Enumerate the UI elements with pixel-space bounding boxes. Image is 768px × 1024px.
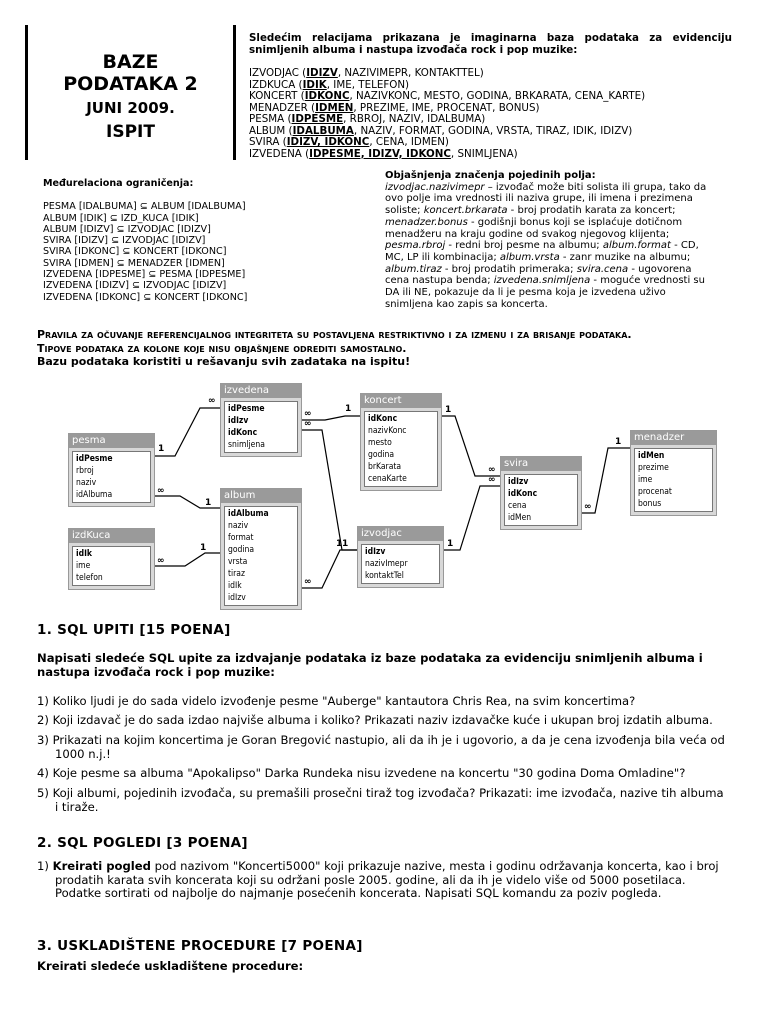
table-field: cena [508, 501, 527, 511]
table-field: ime [76, 561, 91, 571]
constraint-item: IZVEDENA [IDKONC] ⊆ KONCERT [IDKONC] [43, 291, 248, 303]
exam-title-box [25, 25, 236, 160]
cardinality-one: 1 [445, 405, 452, 415]
section-1-intro: Napisati sledeće SQL upite za izdvajanje podataka iz baze podataka za evidenciju snimljenih albuma i nastupa izvođača rock i pop muzike: [37, 651, 703, 679]
table-field: naziv [76, 478, 97, 488]
table-field: idPesme [228, 404, 265, 414]
table-field: idIzv [228, 593, 246, 603]
title-date: JUNI 2009. [86, 99, 175, 117]
view-task-1: 1) Kreirati pogled pod nazivom "Koncerti5000" koji prikazuje nazive, mesta i godinu održavanja koncerta, kao i broj prodatih karata svih koncerata koji su održani posle 2005. godine, ali da ih je videlo više od 5000 posetilaca. Podatke sortirati od najbolje do najmanje posećenih koncerata. Napisati SQL komandu za poziv pogleda. [37, 859, 719, 901]
cardinality-many: ∞ [157, 556, 165, 566]
table-field: format [228, 533, 254, 543]
constraint-item: PESMA [IDALBUMA] ⊆ ALBUM [IDALBUMA] [43, 201, 246, 213]
table-field: idAlbuma [228, 509, 269, 519]
table-fields [364, 411, 438, 487]
table-field: kontaktTel [365, 571, 404, 581]
table-field: nazivKonc [368, 426, 407, 436]
question-2: 2) Koji izdavač je do sada izdao najviše albuma i koliko? Prikazati naziv izdavačke kuće i ukupan broj izdatih albuma. [37, 713, 713, 727]
table-field: rbroj [76, 466, 94, 476]
table-fields [504, 474, 578, 526]
table-field: idMen [638, 451, 665, 461]
meanings-heading: Objašnjenja značenja pojedinih polja: [385, 170, 596, 181]
table-title: album [221, 489, 301, 503]
cardinality-many: ∞ [304, 577, 312, 587]
table-fields [224, 401, 298, 453]
title-exam: ISPIT [106, 122, 155, 142]
table-field: godina [368, 450, 395, 460]
relations-list [249, 68, 732, 160]
relation-izvodjac: IZVODJAC (IDIZV, NAZIVIMEPR, KONTAKTTEL) [249, 67, 484, 79]
table-fields [224, 506, 298, 606]
table-field: idPesme [76, 454, 113, 464]
relation-album: ALBUM (IDALBUMA, NAZIV, FORMAT, GODINA, VRSTA, TIRAZ, IDIK, IDIZV) [249, 124, 633, 137]
table-field: godina [228, 545, 255, 555]
table-field: idKonc [368, 414, 398, 424]
cardinality-one: 1 [200, 543, 207, 553]
question-1: 1) Koliko ljudi je do sada videlo izvođenje pesme "Auberge" kantautora Chris Rea, na svim koncertima? [37, 694, 636, 708]
question-5: 5) Koji albumi, pojedinih izvođača, su premašili prosečni tiraž tog izvođača? Prikazati: ime izvođača, nazive tih albuma i tiraže. [37, 786, 724, 814]
relations-intro [249, 33, 732, 160]
cardinality-one: 1 [336, 539, 343, 549]
table-field: idIk [76, 549, 93, 559]
cardinality-many: ∞ [584, 502, 592, 512]
constraint-item: IZVEDENA [IDPESME] ⊆ PESMA [IDPESME] [43, 269, 246, 281]
relation-menadzer: MENADZER (IDMEN, PREZIME, IME, PROCENAT, BONUS) [249, 101, 540, 114]
table-field: idMen [508, 513, 532, 523]
table-svira [500, 456, 582, 530]
table-pesma [68, 433, 155, 507]
intro-lead: Sledećim relacijama prikazana je imaginarna baza podataka za evidenciju snimljenih albuma i nastupa izvođača rock i pop muzike: [249, 32, 732, 56]
table-fields [72, 451, 151, 503]
constraint-item: SVIRA [IDKONC] ⊆ KONCERT [IDKONC] [43, 246, 227, 258]
constraints-heading: Međurelaciona ograničenja: [43, 178, 194, 189]
table-izvodjac [357, 526, 444, 588]
table-field: prezime [638, 463, 669, 473]
table-title: izvedena [221, 384, 301, 398]
table-field: cenaKarte [368, 474, 407, 484]
relationship-line [300, 430, 357, 550]
table-field: idIzv [365, 547, 386, 557]
cardinality-one: 1 [205, 498, 212, 508]
title-line-1: BAZE [102, 51, 159, 73]
table-field: idKonc [228, 428, 258, 438]
table-fields [361, 544, 440, 584]
table-title: menadzer [631, 431, 716, 445]
cardinality-many: ∞ [208, 396, 216, 406]
meanings-text: izvodjac.nazivimepr – izvođač može biti solista ili grupa, tako da ovo polje ima vrednosti ili naziva grupe, ili imena i prezimena soliste; koncert.brkarata - broj prodatih karata za koncert; menadzer.bonus - godišnji bonus koji se isplaćuje dotičnom menadžeru na kraju godine od svakog njegovog klijenta; pesma.rbroj - redni broj pesme na albumu; album.format - CD, MC, LP ili kombinacija; album.vrsta - zanr muzike na albumu; album.tiraz - broj prodatih primeraka; svira.cena - ugovorena cena nastupa benda; izvedena.snimljena - moguće vrednosti su DA ili NE, pokazuje da li je pesma koja je izvedena uživo snimljena kao zapis sa koncerta. [385, 181, 707, 310]
table-field: naziv [228, 521, 249, 531]
cardinality-many: ∞ [304, 419, 312, 429]
section-2-heading: 2. SQL POGLEDI [3 POENA] [37, 835, 248, 851]
constraint-item: IZVEDENA [IDIZV] ⊆ IZVODJAC [IDIZV] [43, 280, 227, 292]
table-title: svira [501, 457, 581, 471]
constraint-item: SVIRA [IDIZV] ⊆ IZVODJAC [IDIZV] [43, 235, 206, 247]
relation-izvedena: IZVEDENA (IDPESME, IDIZV, IDKONC, SNIMLJENA) [249, 147, 518, 160]
cardinality-one: 1 [158, 444, 165, 454]
table-field: tiraz [228, 569, 245, 579]
section-3-heading: 3. USKLADIŠTENE PROCEDURE [7 POENA] [37, 938, 363, 954]
table-field: idIk [228, 581, 242, 591]
table-fields [72, 546, 151, 586]
cardinality-many: ∞ [488, 465, 496, 475]
table-field: idIzv [228, 416, 249, 426]
table-field: idIzv [508, 477, 529, 487]
cardinality-one: 1 [447, 539, 454, 549]
table-field: brKarata [368, 462, 402, 472]
table-album [220, 488, 302, 610]
table-field: ime [638, 475, 653, 485]
table-field: snimljena [228, 440, 265, 450]
table-koncert [360, 393, 442, 491]
table-menadzer [630, 430, 717, 516]
rule-line-1: Pravila za očuvanje referencijalnog integriteta su postavljena restriktivno i za izmenu i za brisanje podataka. [37, 328, 632, 341]
table-field: bonus [638, 499, 662, 509]
table-fields [634, 448, 713, 512]
relationship-diagram [60, 378, 720, 613]
table-field: procenat [638, 487, 672, 497]
cardinality-many: ∞ [157, 486, 165, 496]
constraints-block [43, 178, 363, 303]
cardinality-many: ∞ [304, 409, 312, 419]
table-field: idKonc [508, 489, 538, 499]
relation-svira: SVIRA (IDIZV, IDKONC, CENA, IDMEN) [249, 136, 449, 148]
table-title: izvodjac [358, 527, 443, 541]
table-field: nazivImepr [365, 559, 408, 569]
table-title: pesma [69, 434, 154, 448]
cardinality-one: 1 [345, 404, 352, 414]
table-field: idAlbuma [76, 490, 113, 500]
table-izdKuca [68, 528, 155, 590]
cardinality-one: 1 [342, 539, 349, 549]
cardinality-many: ∞ [488, 475, 496, 485]
cardinality-one: 1 [615, 437, 622, 447]
table-izvedena [220, 383, 302, 457]
relation-koncert: KONCERT (IDKONC, NAZIVKONC, MESTO, GODINA, BRKARATA, CENA_KARTE) [249, 90, 646, 102]
title-line-2: PODATAKA 2 [63, 73, 198, 95]
rule-line-2: Tipove podataka za kolone koje nisu objašnjene odrediti samostalno. [37, 341, 407, 355]
constraint-item: SVIRA [IDMEN] ⊆ MENADZER [IDMEN] [43, 257, 225, 269]
question-4: 4) Koje pesme sa albuma "Apokalipso" Darka Rundeka nisu izvedene na koncertu "30 godina Doma Omladine"? [37, 766, 686, 780]
table-field: telefon [76, 573, 103, 583]
constraint-item: ALBUM [IDIK] ⊆ IZD_KUCA [IDIK] [43, 212, 199, 224]
constraint-item: ALBUM [IDIZV] ⊆ IZVODJAC [IDIZV] [43, 223, 211, 235]
relation-izdkuca: IZDKUCA (IDIK, IME, TELEFON) [249, 78, 410, 91]
section-3-intro: Kreirati sledeće uskladištene procedure: [37, 959, 304, 973]
integrity-rules [37, 328, 757, 369]
section-1-heading: 1. SQL UPITI [15 POENA] [37, 622, 231, 638]
table-title: koncert [361, 394, 441, 408]
relation-pesma: PESMA (IDPESME, RBROJ, NAZIV, IDALBUMA) [249, 113, 486, 125]
table-field: mesto [368, 438, 392, 448]
table-title: izdKuca [69, 529, 154, 543]
rule-line-3: Bazu podataka koristiti u rešavanju svih zadataka na ispitu! [37, 355, 411, 368]
question-3: 3) Prikazati na kojim koncertima je Goran Bregović nastupio, ali da ih je i ugovorio, a da je cena izvođenja bila veća od 1000 n.j.! [37, 733, 725, 761]
table-field: vrsta [228, 557, 248, 567]
field-meanings-block [385, 170, 707, 310]
